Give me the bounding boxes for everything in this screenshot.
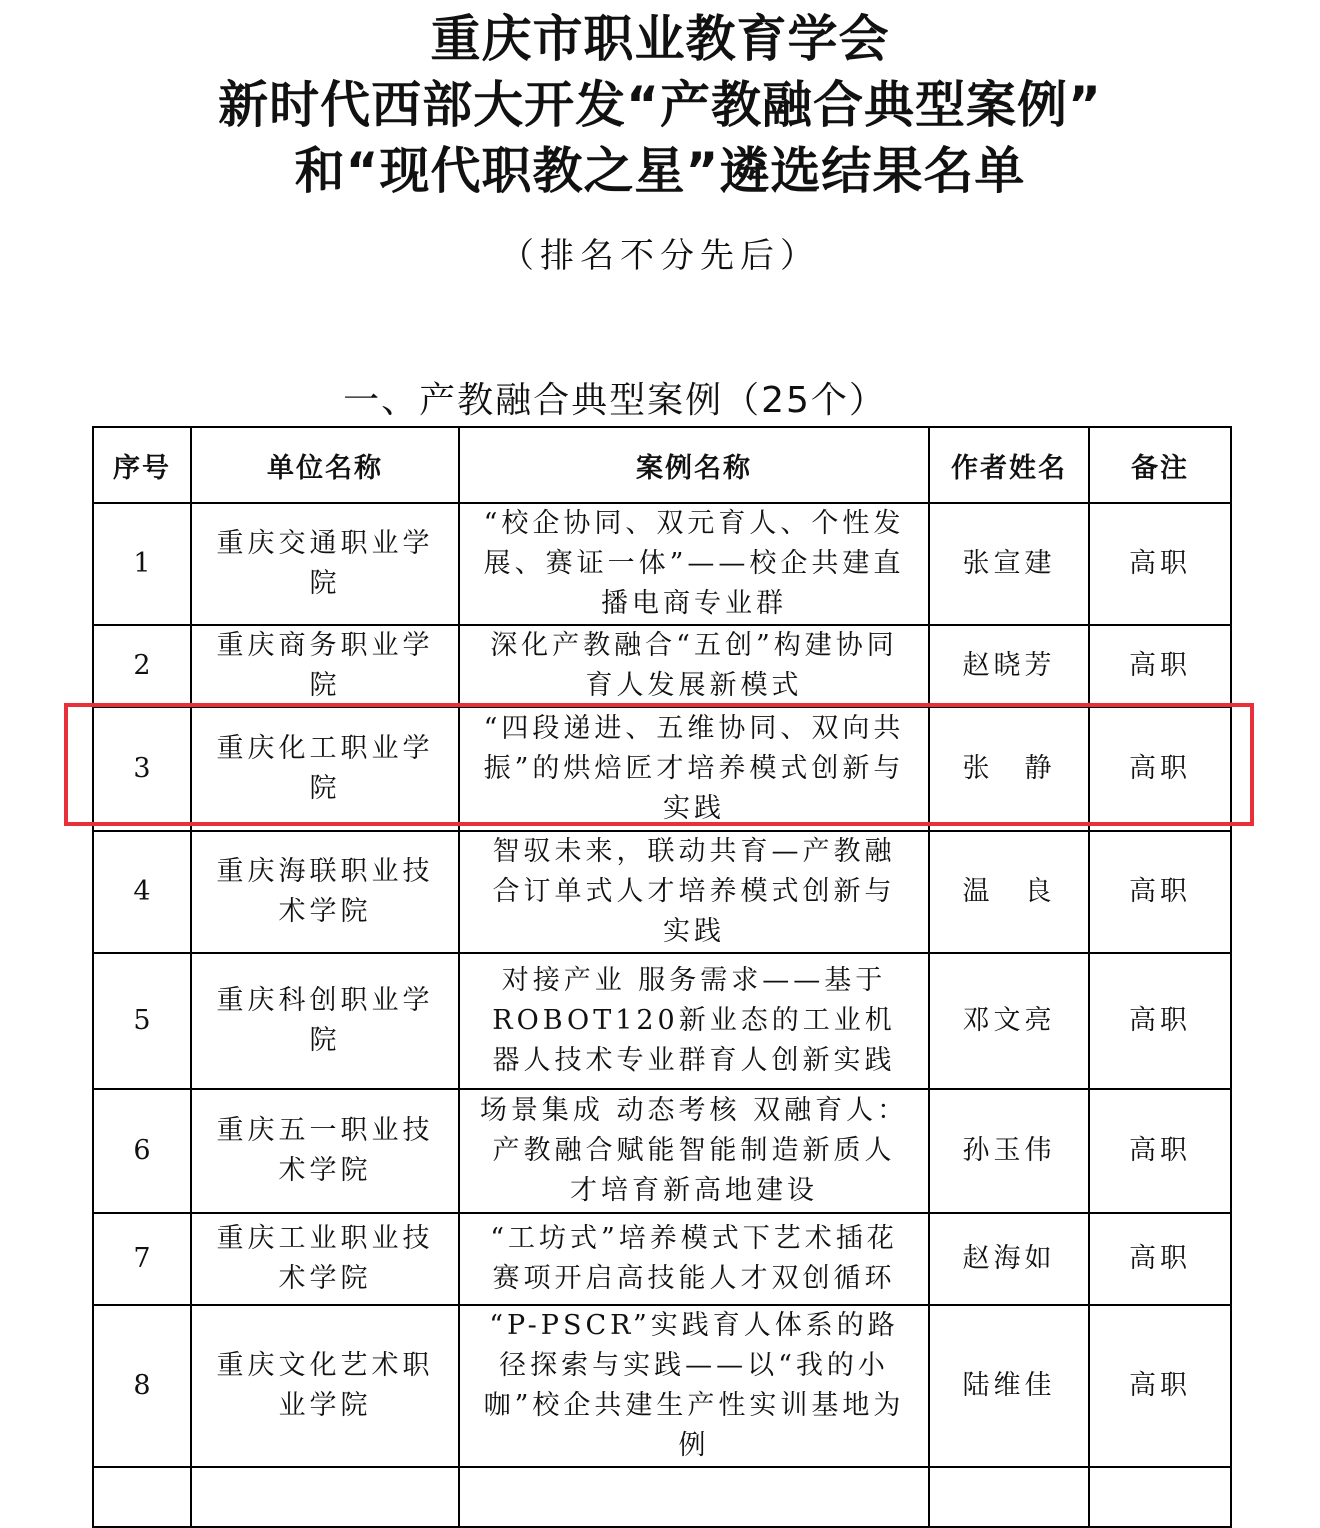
row-note: 高职 <box>1089 707 1231 831</box>
row-number: 7 <box>93 1213 191 1305</box>
table-row <box>93 953 1231 1089</box>
header-case: 案例名称 <box>459 427 929 503</box>
table-row <box>93 625 1231 707</box>
table-row <box>93 1089 1231 1213</box>
table-row <box>93 1305 1231 1467</box>
row-case: 对接产业 服务需求——基于ROBOT120新业态的工业机器人技术专业群育人创新实践 <box>459 953 929 1089</box>
row-author: 张宣建 <box>929 503 1089 625</box>
header-author: 作者姓名 <box>929 427 1089 503</box>
row-author: 孙玉伟 <box>929 1089 1089 1213</box>
row-number: 2 <box>93 625 191 707</box>
row-unit: 重庆化工职业学院 <box>191 707 459 831</box>
row-unit: 重庆科创职业学院 <box>191 953 459 1089</box>
row-number <box>93 1467 191 1527</box>
header-number: 序号 <box>93 427 191 503</box>
row-note: 高职 <box>1089 503 1231 625</box>
row-unit: 重庆文化艺术职业学院 <box>191 1305 459 1467</box>
header-unit: 单位名称 <box>191 427 459 503</box>
row-case: “四段递进、五维协同、双向共振”的烘焙匠才培养模式创新与实践 <box>459 707 929 831</box>
table-row-cut-off <box>93 1467 1231 1527</box>
table-row <box>93 1213 1231 1305</box>
row-number: 3 <box>93 707 191 831</box>
row-note: 高职 <box>1089 953 1231 1089</box>
row-case: 深化产教融合“五创”构建协同育人发展新模式 <box>459 625 929 707</box>
row-author: 温 良 <box>929 831 1089 953</box>
row-note: 高职 <box>1089 1305 1231 1467</box>
title-line-1: 重庆市职业教育学会 <box>430 10 890 68</box>
row-note: 高职 <box>1089 1089 1231 1213</box>
row-author: 张 静 <box>929 707 1089 831</box>
row-number: 4 <box>93 831 191 953</box>
row-unit: 重庆五一职业技术学院 <box>191 1089 459 1213</box>
row-case: “P-PSCR”实践育人体系的路径探索与实践——以“我的小咖”校企共建生产性实训基地为例 <box>459 1305 929 1467</box>
table-row <box>93 503 1231 625</box>
header-note: 备注 <box>1089 427 1231 503</box>
section-heading: 一、产教融合典型案例（25个） <box>343 380 887 421</box>
row-author: 邓文亮 <box>929 953 1089 1089</box>
row-unit: 重庆商务职业学院 <box>191 625 459 707</box>
row-author: 陆维佳 <box>929 1305 1089 1467</box>
row-number: 8 <box>93 1305 191 1467</box>
title-line-3: 和“现代职教之星”遴选结果名单 <box>294 142 1026 200</box>
row-author: 赵晓芳 <box>929 625 1089 707</box>
table-header-row <box>93 427 1231 503</box>
row-author: 赵海如 <box>929 1213 1089 1305</box>
row-note <box>1089 1467 1231 1527</box>
table-row <box>93 831 1231 953</box>
cases-table <box>92 426 1232 1528</box>
row-case: “工坊式”培养模式下艺术插花赛项开启高技能人才双创循环 <box>459 1213 929 1305</box>
row-case <box>459 1467 929 1527</box>
document-title <box>0 6 1320 204</box>
row-note: 高职 <box>1089 625 1231 707</box>
row-number: 5 <box>93 953 191 1089</box>
title-line-2: 新时代西部大开发“产教融合典型案例” <box>218 76 1102 134</box>
row-unit: 重庆交通职业学院 <box>191 503 459 625</box>
row-note: 高职 <box>1089 1213 1231 1305</box>
document-subtitle: （排名不分先后） <box>500 236 820 276</box>
row-number: 1 <box>93 503 191 625</box>
row-case: 场景集成 动态考核 双融育人：产教融合赋能智能制造新质人才培育新高地建设 <box>459 1089 929 1213</box>
row-unit <box>191 1467 459 1527</box>
row-unit: 重庆工业职业技术学院 <box>191 1213 459 1305</box>
row-author <box>929 1467 1089 1527</box>
table-row <box>93 707 1231 831</box>
row-case: “校企协同、双元育人、个性发展、赛证一体”——校企共建直播电商专业群 <box>459 503 929 625</box>
row-note: 高职 <box>1089 831 1231 953</box>
row-unit: 重庆海联职业技术学院 <box>191 831 459 953</box>
row-number: 6 <box>93 1089 191 1213</box>
row-case: 智驭未来，联动共育—产教融合订单式人才培养模式创新与实践 <box>459 831 929 953</box>
